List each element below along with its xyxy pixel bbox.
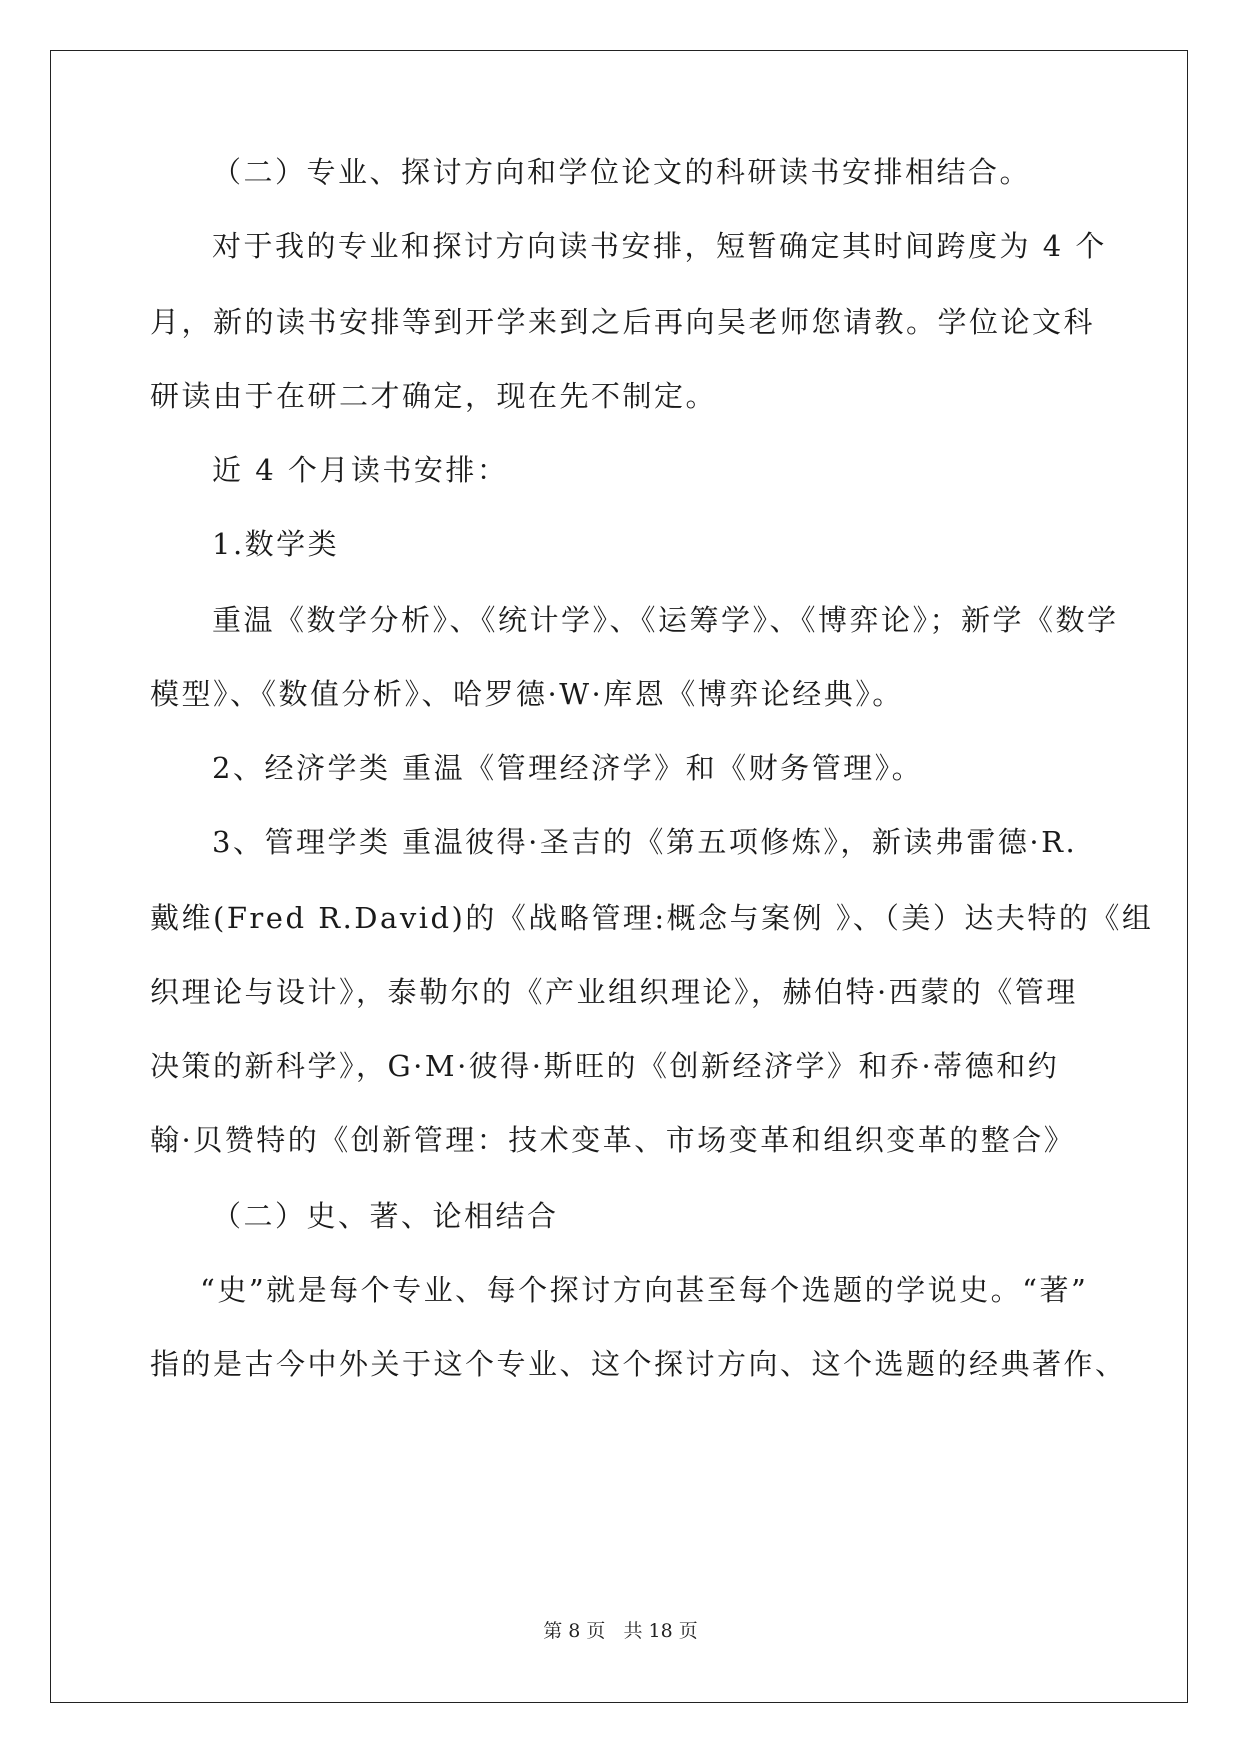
paragraph-line: 月，新的读书安排等到开学来到之后再向吴老师您请教。学位论文科 [150,305,1096,339]
paragraph-line: 指的是古今中外关于这个专业、这个探讨方向、这个选题的经典著作、 [150,1347,1127,1381]
paragraph-line: 模型》、《数值分析》、哈罗德·W·库恩《博弈论经典》。 [150,677,904,711]
paragraph-line: 决策的新科学》，G·M·彼得·斯旺的《创新经济学》和乔·蒂德和约 [150,1049,1060,1083]
category-management: 3、管理学类 重温彼得·圣吉的《第五项修炼》，新读弗雷德·R. [212,825,1078,859]
total-pages: 共 18 页 [623,1620,698,1642]
plan-heading: 近 4 个月读书安排： [212,453,509,487]
paragraph-line: 戴维(Fred R.David)的《战略管理:概念与案例 》、（美）达夫特的《组 [150,901,1154,935]
page-number: 第 8 页 [543,1620,606,1642]
category-math: 1.数学类 [212,527,340,561]
paragraph-line: 重温《数学分析》、《统计学》、《运筹学》、《博弈论》；新学《数学 [212,603,1119,637]
page-border [50,50,1188,1703]
paragraph-line: 翰·贝赞特的《创新管理：技术变革、市场变革和组织变革的整合》 [150,1123,1076,1157]
paragraph-line: 织理论与设计》，泰勒尔的《产业组织理论》，赫伯特·西蒙的《管理 [150,975,1078,1009]
section-heading-2: （二）专业、探讨方向和学位论文的科研读书安排相结合。 [212,155,1032,189]
paragraph-line: 研读由于在研二才确定，现在先不制定。 [150,379,718,413]
paragraph-line: 对于我的专业和探讨方向读书安排，短暂确定其时间跨度为 4 个 [212,229,1107,263]
section-heading-history: （二）史、著、论相结合 [212,1199,559,1233]
category-economics: 2、经济学类 重温《管理经济学》和《财务管理》。 [212,751,924,785]
page-footer [0,1616,1241,1643]
paragraph-line: “史”就是每个专业、每个探讨方向甚至每个选题的学说史。“著” [200,1273,1089,1307]
